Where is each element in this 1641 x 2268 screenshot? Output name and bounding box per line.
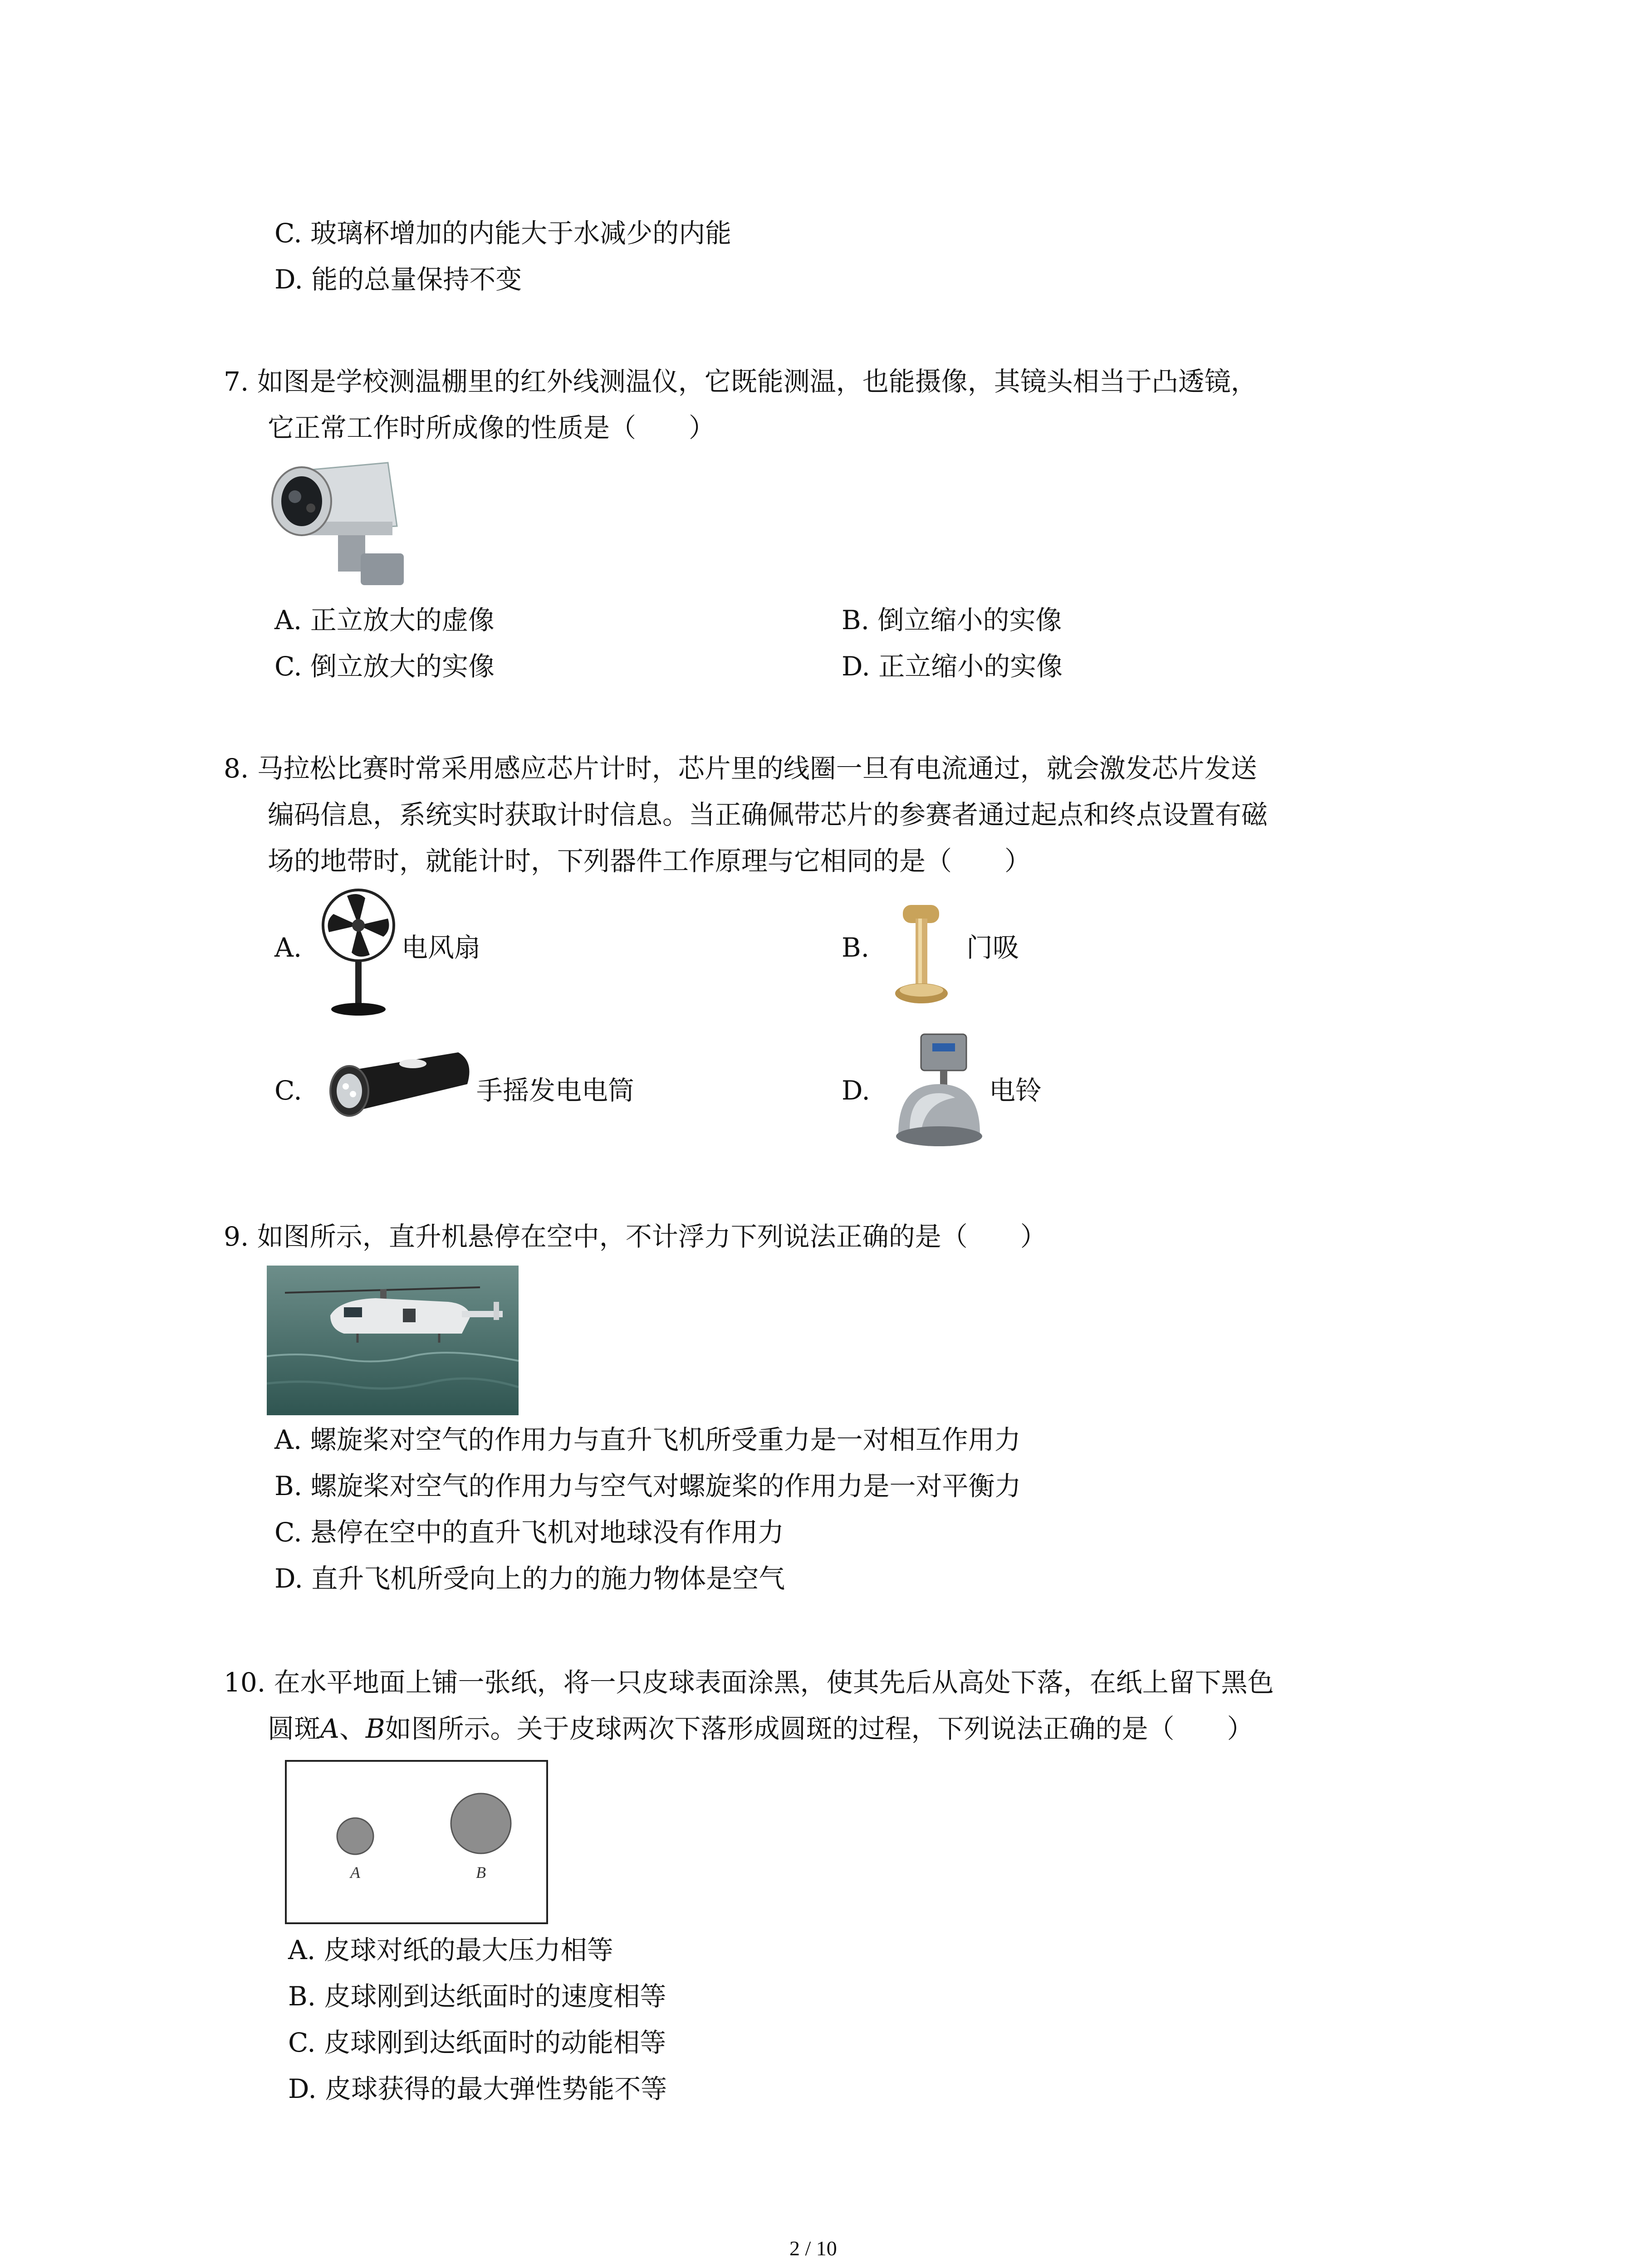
q9-option-c: C. 悬停在空中的直升飞机对地球没有作用力 [274,1517,784,1548]
q7-option-c: C. 倒立放大的实像 [274,651,495,682]
q8-stem-line2: 编码信息，系统实时获取计时信息。当正确佩带芯片的参赛者通过起点和终点设置有磁 [268,799,1268,830]
q8-option-a-label: 电风扇 [402,932,481,963]
q10-option-a: A. 皮球对纸的最大压力相等 [288,1935,613,1965]
q6-option-c: C. 玻璃杯增加的内能大于水减少的内能 [274,218,732,249]
door-stopper-image [889,900,957,1007]
spot-a-label: A [350,1863,360,1882]
q10-stem-prefix: 圆斑 [268,1713,321,1744]
paper-spots-diagram [285,1760,548,1924]
q7-stem-line2: 它正常工作时所成像的性质是（ ） [268,412,715,443]
page-number: 2 / 10 [789,2237,837,2260]
q7-option-d: D. 正立缩小的实像 [842,651,1063,682]
q10-option-b: B. 皮球刚到达纸面时的速度相等 [288,1981,666,2012]
q8-option-d-letter: D. [842,1075,870,1106]
electric-bell-image [889,1030,985,1161]
q8-option-b-label: 门吸 [966,932,1019,963]
q10-stem-line2 [268,1713,1254,1744]
q8-option-d-label: 电铃 [989,1075,1042,1106]
q9-option-d: D. 直升飞机所受向上的力的施力物体是空气 [274,1563,785,1594]
q8-option-b-letter: B. [842,932,870,963]
q7-option-b: B. 倒立缩小的实像 [842,605,1062,635]
q9-stem: 9. 如图所示，直升机悬停在空中，不计浮力下列说法正确的是（ ） [224,1221,1047,1252]
q8-stem-line3: 场的地带时，就能计时，下列器件工作原理与它相同的是（ ） [268,846,1031,876]
q10-option-c: C. 皮球刚到达纸面时的动能相等 [288,2027,666,2058]
helicopter-photo [267,1266,519,1415]
hand-crank-flashlight-image [322,1043,476,1125]
spot-b-label: B [476,1863,486,1882]
q9-option-a: A. 螺旋桨对空气的作用力与直升飞机所受重力是一对相互作用力 [274,1424,1021,1455]
q10-stem-separator: 、 [339,1713,366,1744]
infrared-camera-image [270,454,411,594]
q10-stem-label-a: A [320,1713,339,1744]
q9-option-b: B. 螺旋桨对空气的作用力与空气对螺旋桨的作用力是一对平衡力 [274,1471,1021,1501]
q6-option-d: D. 能的总量保持不变 [274,264,522,295]
q7-stem-line1: 7. 如图是学校测温棚里的红外线测温仪，它既能测温，也能摄像，其镜头相当于凸透镜， [224,366,1257,397]
q10-stem-label-b: B [365,1713,385,1744]
q8-option-a-letter: A. [274,932,302,963]
electric-fan-image [320,887,397,1018]
spot-a [337,1818,373,1854]
q10-stem-suffix: 如图所示。关于皮球两次下落形成圆斑的过程，下列说法正确的是（ ） [385,1713,1254,1744]
q8-option-c-label: 手摇发电电筒 [476,1075,635,1106]
q8-option-c-letter: C. [274,1075,302,1106]
q8-stem-line1: 8. 马拉松比赛时常采用感应芯片计时，芯片里的线圈一旦有电流通过，就会激发芯片发送 [224,753,1257,784]
q10-stem-line1: 10. 在水平地面上铺一张纸，将一只皮球表面涂黑，使其先后从高处下落，在纸上留下黑色 [224,1667,1274,1698]
q10-option-d: D. 皮球获得的最大弹性势能不等 [288,2073,667,2104]
q7-option-a: A. 正立放大的虚像 [274,605,495,635]
spot-b [451,1794,511,1853]
